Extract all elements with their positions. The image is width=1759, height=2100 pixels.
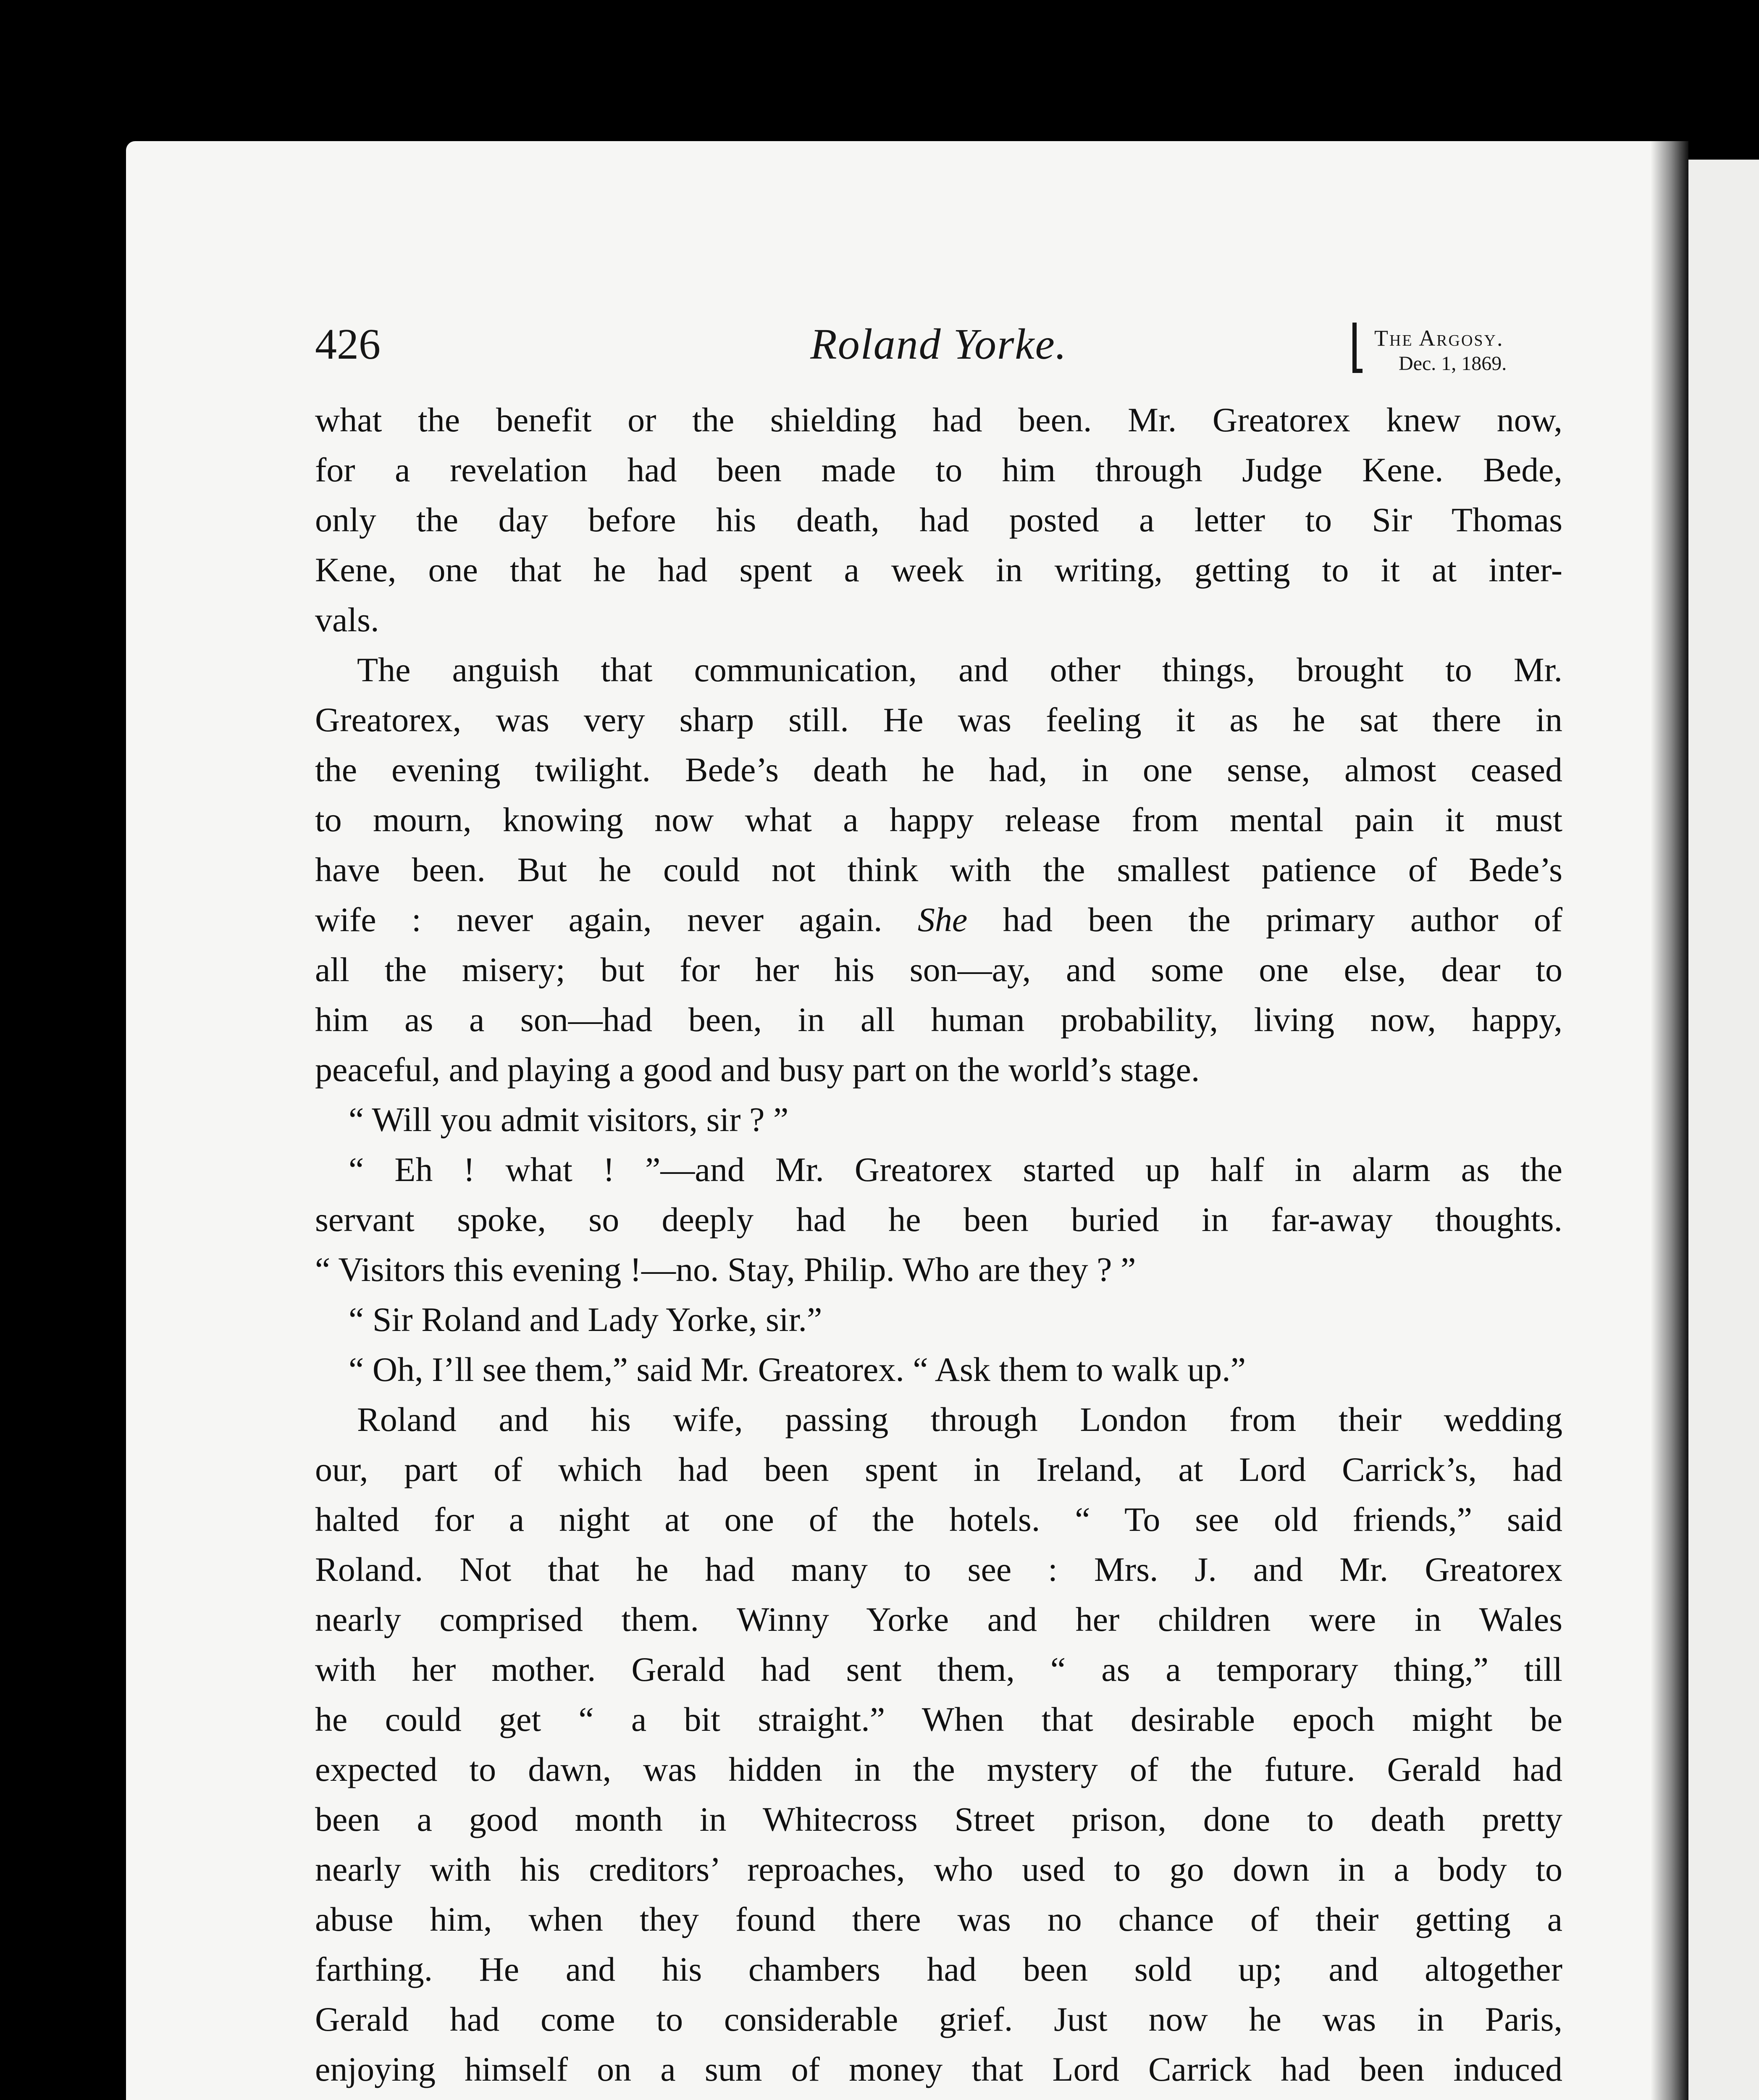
text-line: Kene, one that he had spent a week in writing, getting to it at inter-: [315, 551, 1562, 589]
text-line: “ Oh, I’ll see them,” said Mr. Greatorex. “ Ask them to walk up.”: [349, 1350, 1246, 1389]
issue-reference: [1352, 315, 1562, 378]
text-line: “ Eh ! what ! ”—and Mr. Greatorex started up half in alarm as the: [349, 1150, 1562, 1189]
text-line: all the misery; but for her his son—ay, and some one else, dear to: [315, 950, 1562, 989]
text-line: nearly with his creditors’ reproaches, who used to go down in a body to: [315, 1850, 1562, 1888]
text-line: “ Sir Roland and Lady Yorke, sir.”: [349, 1300, 822, 1339]
page-gutter-shadow: [1651, 141, 1688, 2100]
text-line: peaceful, and playing a good and busy part on the world’s stage.: [315, 1050, 1200, 1089]
bracket-mark: [1352, 323, 1363, 373]
text-line: Roland. Not that he had many to see : Mrs. J. and Mr. Greatorex: [315, 1550, 1562, 1588]
text-line: “ Will you admit visitors, sir ? ”: [349, 1100, 789, 1139]
text-line: our, part of which had been spent in Ireland, at Lord Carrick’s, had: [315, 1450, 1562, 1488]
text-line: for a revelation had been made to him through Judge Kene. Bede,: [315, 451, 1562, 489]
text-line: he could get “ a bit straight.” When that desirable epoch might be: [315, 1700, 1562, 1738]
text-line: [315, 2094, 1562, 2100]
text-line: only the day before his death, had posted a letter to Sir Thomas: [315, 501, 1562, 539]
issue-date: Dec. 1, 1869.: [1399, 352, 1507, 375]
text-line: halted for a night at one of the hotels. “ To see old friends,” said: [315, 1500, 1562, 1538]
text-line: abuse him, when they found there was no chance of their getting a: [315, 1900, 1562, 1938]
running-title: Roland Yorke.: [810, 320, 1067, 368]
text-line: been a good month in Whitecross Street prison, done to death pretty: [315, 1800, 1562, 1838]
text-line: Roland and his wife, passing through London from their wedding: [357, 1400, 1562, 1438]
text-line: servant spoke, so deeply had he been buried in far-away thoughts.: [315, 1200, 1562, 1239]
text-line: enjoying himself on a sum of money that Lord Carrick had been induced: [315, 2050, 1562, 2088]
text-line: to mourn, knowing now what a happy release from mental pain it must: [315, 801, 1562, 839]
text-line: expected to dawn, was hidden in the mystery of the future. Gerald had: [315, 1750, 1562, 1788]
text-line: with her mother. Gerald had sent them, “ as a temporary thing,” till: [315, 1650, 1562, 1688]
page-number: 426: [315, 320, 381, 368]
adjacent-page-edge: [1688, 160, 1759, 2100]
text-line: farthing. He and his chambers had been sold up; and altogether: [315, 1950, 1562, 1988]
issue-magazine-name: The Argosy.: [1374, 326, 1504, 351]
text-line: the evening twilight. Bede’s death he had, in one sense, almost ceased: [315, 751, 1562, 789]
text-line: nearly comprised them. Winny Yorke and her children were in Wales: [315, 1600, 1562, 1638]
body-text: [315, 395, 1562, 2100]
text-line: wife : never again, never again. She had been the primary author of: [315, 900, 1562, 939]
text-line: Greatorex, was very sharp still. He was feeling it as he sat there in: [315, 701, 1562, 739]
text-line: what the benefit or the shielding had been. Mr. Greatorex knew now,: [315, 401, 1562, 439]
text-line: vals.: [315, 601, 379, 639]
text-line: have been. But he could not think with the smallest patience of Bede’s: [315, 850, 1562, 889]
text-line: him as a son—had been, in all human probability, living now, happy,: [315, 1000, 1562, 1039]
text-line: “ Visitors this evening !—no. Stay, Philip. Who are they ? ”: [315, 1250, 1136, 1289]
text-line: Gerald had come to considerable grief. Just now he was in Paris,: [315, 2000, 1562, 2038]
page-header: [315, 307, 1562, 374]
text-line: The anguish that communication, and other things, brought to Mr.: [357, 651, 1562, 689]
